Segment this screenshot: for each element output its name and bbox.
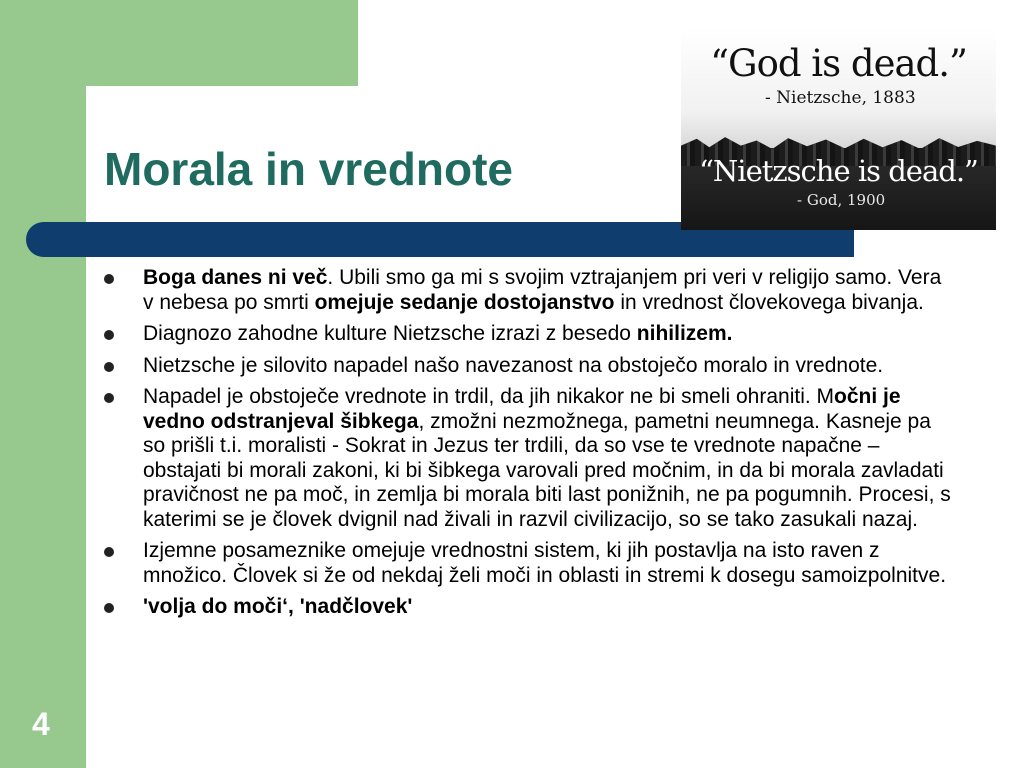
bullet-item-6	[104, 595, 954, 620]
attribution-god: - God, 1900	[797, 191, 886, 209]
bullet-item-4	[104, 385, 954, 532]
attribution-nietzsche: - Nietzsche, 1883	[765, 88, 916, 108]
bullet-item-3	[104, 354, 954, 379]
bullet-2-bold: nihilizem.	[636, 322, 733, 345]
bullet-4-text-a: Napadel je obstoječe vrednote in trdil, da jih nikakor ne bi smeli ohraniti. M	[143, 385, 835, 408]
bullet-5-text: Izjemne posameznike omejuje vrednostni sistem, ki jih postavlja na isto raven z množico. Človek si že od nekdaj želi moči in oblasti in stremi k dosegu samoizpolnitve.	[143, 539, 947, 587]
green-top-band	[0, 0, 358, 86]
bullet-1-text-b: in vrednost človekovega bivanja.	[614, 290, 924, 314]
bullet-item-5	[104, 539, 954, 588]
quote-god-is-dead: “God is dead.”	[710, 42, 967, 85]
bullet-dot	[104, 362, 114, 372]
green-side-band	[0, 0, 86, 768]
bullet-dot	[104, 603, 114, 613]
bullet-item-1	[104, 266, 954, 315]
bullet-4-bold: očni je vedno odstranjeval šibkega	[143, 385, 901, 433]
bullet-item-2	[104, 322, 954, 347]
quote-nietzsche-is-dead: “Nietzsche is dead.”	[699, 154, 978, 188]
page-number: 4	[32, 706, 50, 742]
bullet-dot	[104, 330, 114, 340]
god-is-dead-quote-image	[681, 28, 996, 230]
bullet-2-text: Diagnozo zahodne kulture Nietzsche izrazi z besedo	[143, 322, 637, 345]
bullet-1-bold-lead: Boga danes ni več	[143, 266, 328, 289]
bullet-list	[104, 266, 954, 627]
bullet-dot	[104, 393, 114, 403]
bullet-6-bold: 'volja do moči‘, 'nadčlovek'	[143, 595, 413, 618]
bullet-3-text: Nietzsche je silovito napadel našo navezanost na obstoječo moralo in vrednote.	[143, 353, 884, 377]
bullet-1-text-a: . Ubili smo ga mi s svojim vztrajanjem pri veri v religijo samo. Vera v nebesa po smrti	[143, 266, 942, 314]
bullet-dot	[104, 274, 114, 284]
bullet-dot	[104, 547, 114, 557]
slide-title: Morala in vrednote	[104, 143, 513, 195]
bullet-4-text-b: , zmožni nezmožnega, pametni neumnega. Kasneje pa so prišli t.i. moralisti - Sokrat in Jezus ter trdili, da so vse te vrednote napačne – obstajati bi morali zakoni, ki bi šibkega varovali pred močnim, in da bi morala zavladati pravičnost ne pa moč, in zemlja bi morala biti last ponižnih, ne pa pogumnih. Procesi, s katerimi se je človek dvignil nad živali in razvil civilizacijo, so se tako zasukali nazaj.	[143, 409, 951, 531]
bullet-1-bold-phrase: omejuje sedanje dostojanstvo	[314, 290, 615, 314]
